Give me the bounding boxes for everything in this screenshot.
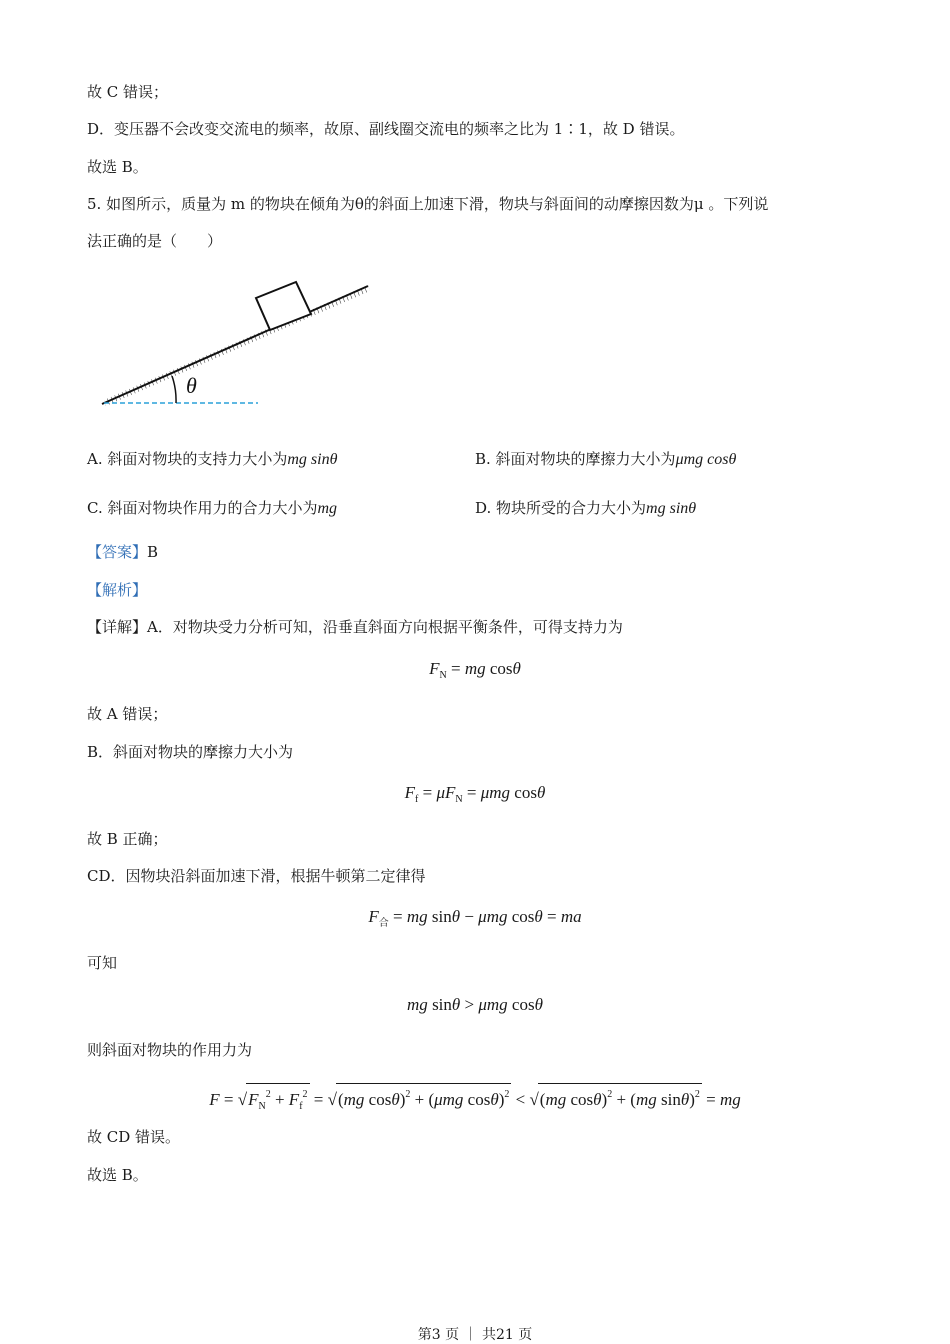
text-line: CD．因物块沿斜面加速下滑，根据牛顿第二定律得 [87, 867, 426, 885]
equation-2: $F_f = \mu F_N = \mu mg$ cosθ [404, 783, 546, 805]
analysis-line [87, 580, 147, 600]
incline-surface [102, 286, 368, 404]
answer-line [87, 542, 158, 562]
equation-4: mg sinθ > μmg cosθ [407, 995, 543, 1014]
option-d: D. 物块所受的合力大小为mg sinθ [475, 499, 697, 517]
text-line: 故 CD 错误。 [87, 1128, 181, 1146]
detail-line: 【详解】A．对物块受力分析可知，沿垂直斜面方向根据平衡条件，可得支持力为 [87, 618, 623, 636]
option-c: C. 斜面对物块作用力的合力大小为mg [87, 499, 338, 517]
equation-1: $F_N$ = mg cosθ [429, 659, 521, 681]
angle-arc [172, 376, 176, 403]
block [256, 282, 311, 330]
text-line: 故选 B。 [87, 1166, 148, 1184]
text-line: 可知 [87, 954, 118, 972]
text-line: 故选 B。 [87, 158, 148, 176]
text-line: 则斜面对物块的作用力为 [87, 1041, 253, 1059]
text-line: D．变压器不会改变交流电的频率，故原、副线圈交流电的频率之比为 1∶1，故 D 错误。 [87, 120, 685, 138]
option-a: A. 斜面对物块的支持力大小为mg sinθ [87, 450, 338, 468]
equation-3: $F_合$ = mg sinθ − μmg cosθ = ma [368, 907, 582, 929]
answer-tag: 【答案】 [87, 543, 148, 561]
question-5-stem: 5. 如图所示，质量为 m 的物块在倾角为θ的斜面上加速下滑，物块与斜面间的动摩擦因数为μ 。下列说 [87, 195, 769, 213]
detail-tag: 【详解】 [87, 618, 148, 636]
question-5-stem-cont: 法正确的是（ ） [87, 232, 223, 250]
text-line: B．斜面对物块的摩擦力大小为 [87, 743, 294, 761]
page-footer: 第3 页 ｜ 共21 页 [417, 1327, 533, 1343]
text-line: 故 B 正确； [87, 830, 168, 848]
text-line: 故 C 错误； [87, 83, 169, 101]
option-b: B. 斜面对物块的摩擦力大小为μmg cosθ [475, 450, 737, 468]
incline-figure [98, 280, 378, 415]
analysis-tag: 【解析】 [87, 581, 148, 599]
angle-label: θ [186, 373, 197, 398]
equation-5: $F = √F_N^2 + F_f^2 = √(mg$ cosθ)$^2$ + (μmg cosθ)$^2$ < √(mg cosθ)$^2$ + (mg sinθ)$^2$ = mg [0, 1083, 950, 1118]
text-line: 故 A 错误； [87, 705, 168, 723]
answer-value: B [147, 543, 159, 561]
